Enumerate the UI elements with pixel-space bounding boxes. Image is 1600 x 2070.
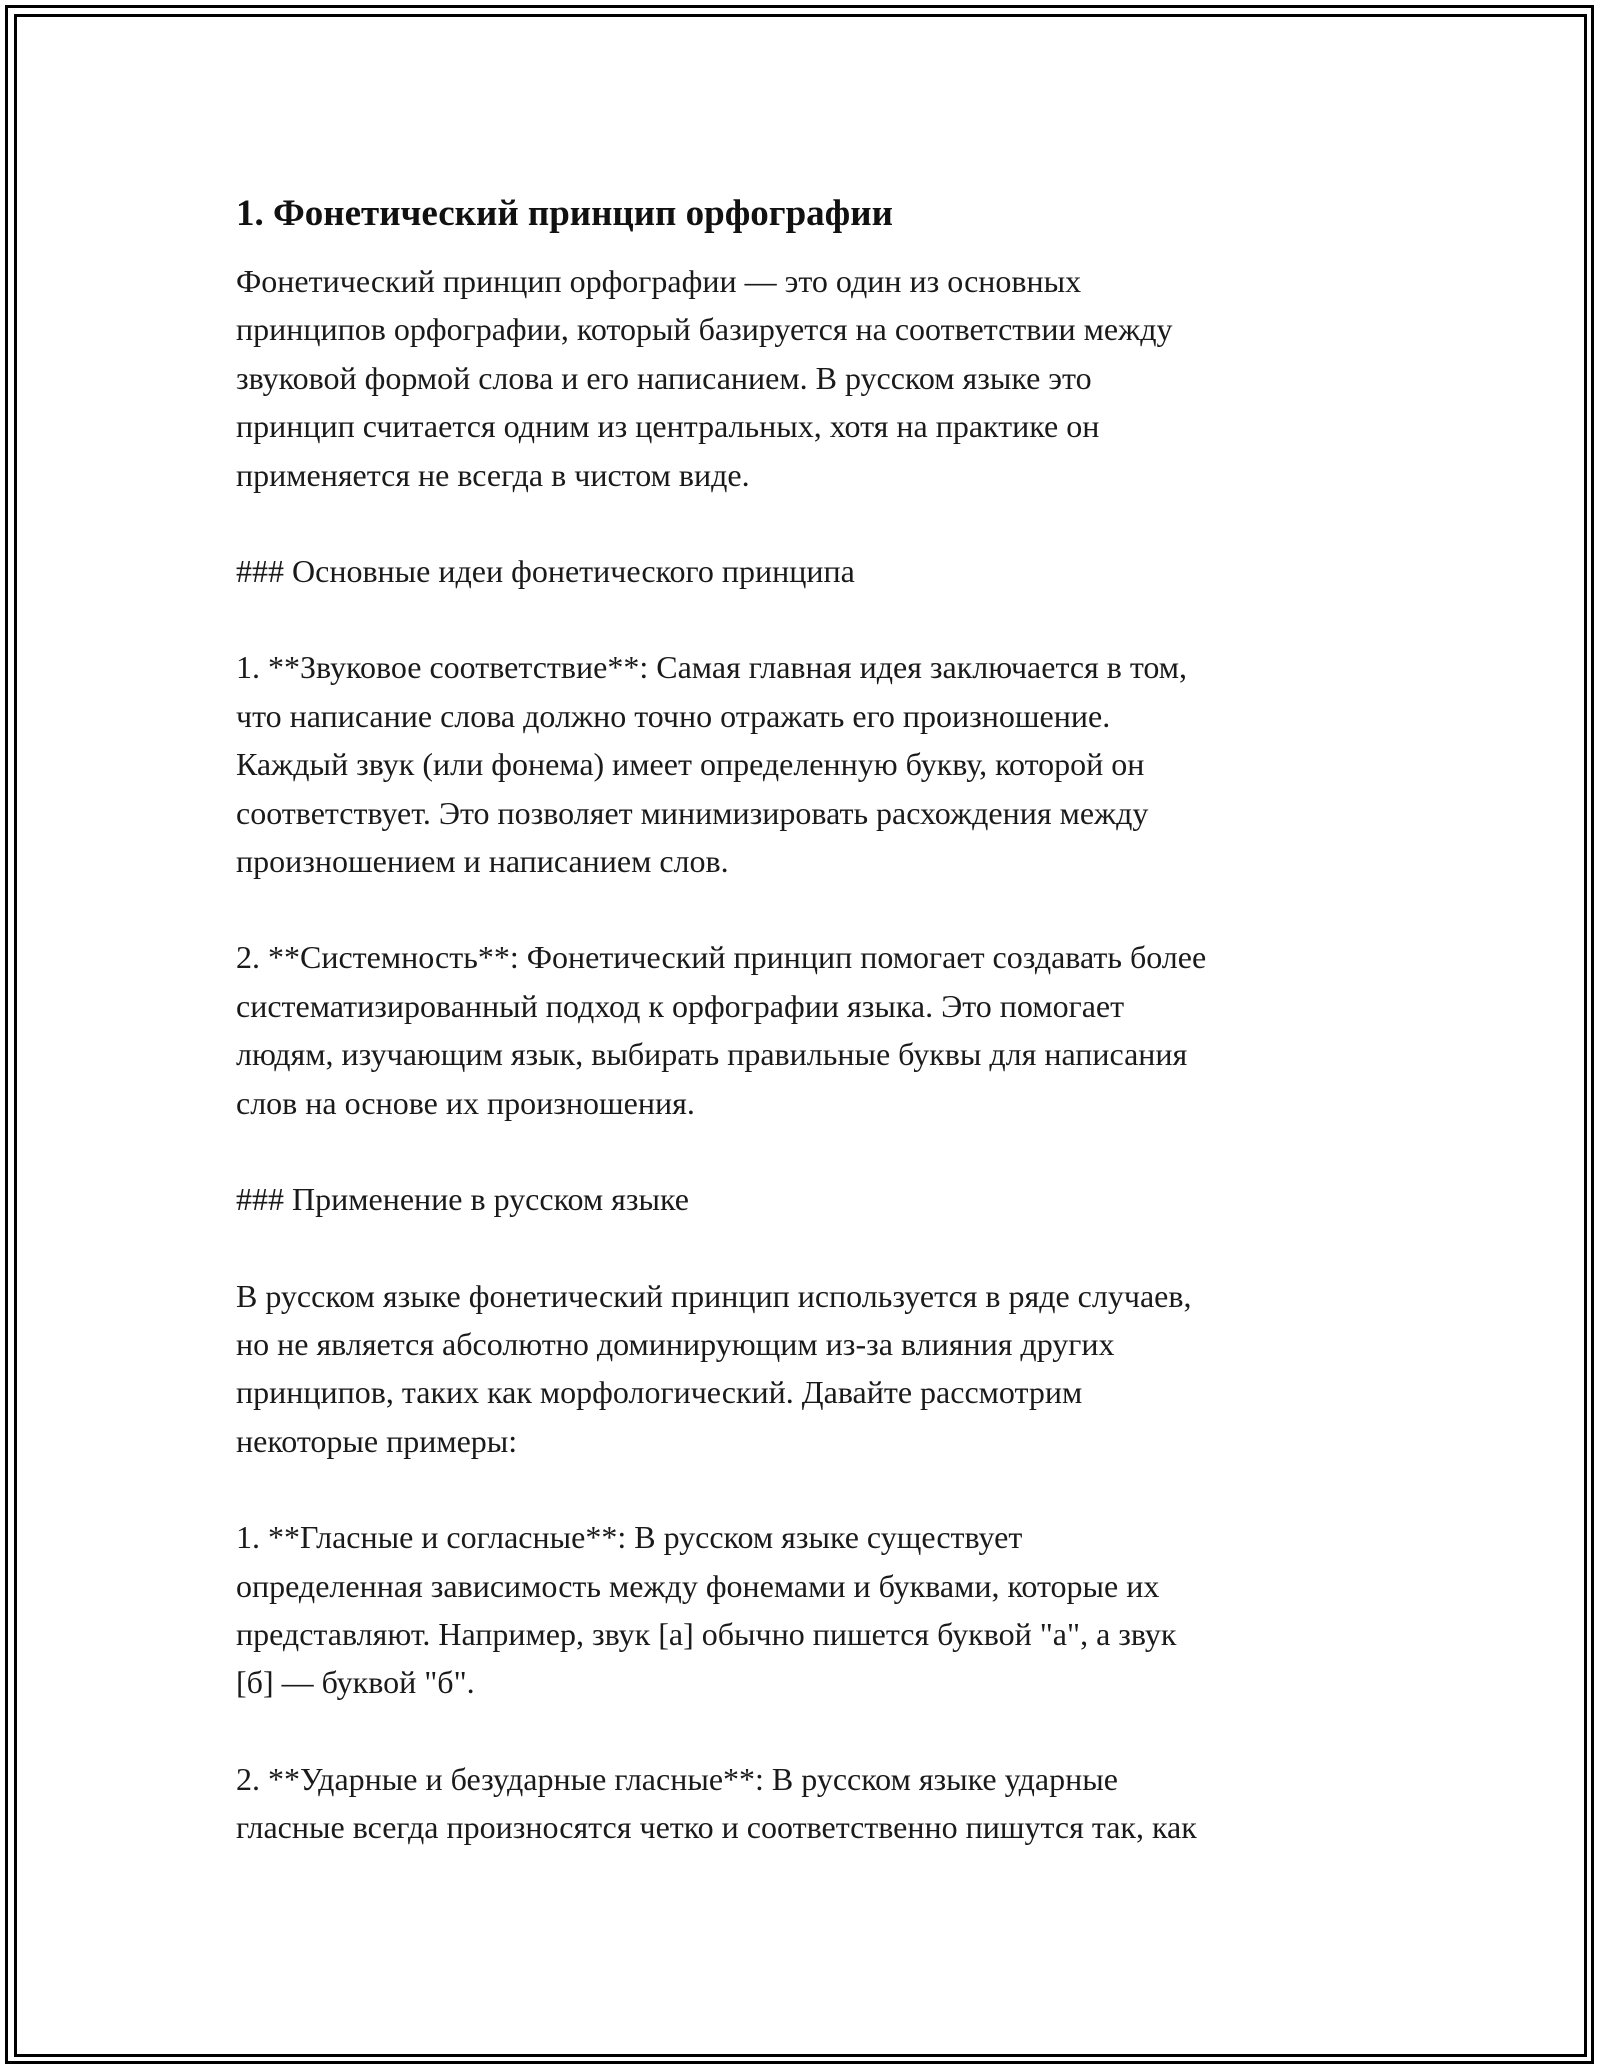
list-item-sound-correspondence: 1. **Звуковое соответствие**: Самая главная идея заключается в том, что написание слова должно точно отражать его произношение. Каждый звук (или фонема) имеет определенную букву, которой он соответствует. Это позволяет минимизировать расхождения между произношением и написанием слов.: [236, 649, 1188, 880]
document-title: 1. Фонетический принцип орфографии: [236, 193, 893, 234]
section-heading-application: ### Применение в русском языке: [236, 1181, 689, 1218]
intro-paragraph: Фонетический принцип орфографии — это один из основных принципов орфографии, который базируется на соответствии между звуковой формой слова и его написанием. В русском языке это принцип считается одним из центральных, хотя на практике он применяется не всегда в чистом виде.: [236, 263, 1173, 493]
spacer: [236, 244, 1366, 257]
list-item-systematic: 2. **Системность**: Фонетический принцип помогает создавать более систематизированный подход к орфографии языка. Это помогает людям, изучающим язык, выбирать правильные буквы для написания слов на основе их произношения.: [236, 939, 1207, 1121]
document-body: [236, 184, 1366, 1852]
spacer: [236, 1224, 1366, 1272]
spacer: [236, 595, 1366, 643]
spacer: [236, 885, 1366, 933]
spacer: [236, 1127, 1366, 1175]
spacer: [236, 499, 1366, 547]
list-item-stressed-vowels: 2. **Ударные и безударные гласные**: В русском языке ударные гласные всегда произносятся четко и соответственно пишутся так, как: [236, 1760, 1197, 1846]
list-item-vowels-consonants: 1. **Гласные и согласные**: В русском языке существует определенная зависимость между фонемами и буквами, которые их представляют. Например, звук [а] обычно пишется буквой "а", а звук [б] — буквой "б".: [236, 1519, 1177, 1701]
section-heading-main-ideas: ### Основные идеи фонетического принципа: [236, 553, 855, 590]
spacer: [236, 1465, 1366, 1513]
spacer: [236, 1707, 1366, 1755]
application-paragraph: В русском языке фонетический принцип используется в ряде случаев, но не является абсолютно доминирующим из-за влияния других принципов, таких как морфологический. Давайте рассмотрим некоторые примеры:: [236, 1277, 1192, 1459]
